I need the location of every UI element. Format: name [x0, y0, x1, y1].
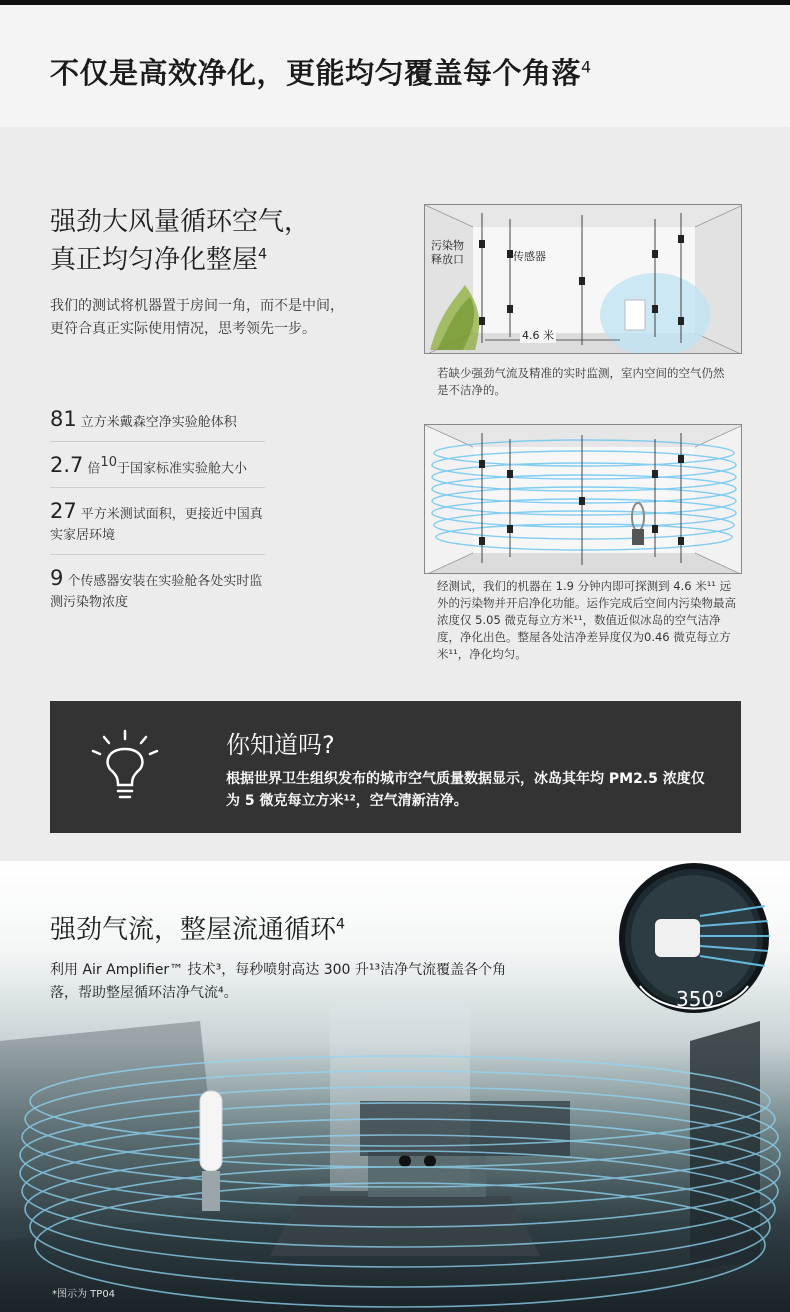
section-description: 我们的测试将机器置于房间一角，而不是中间，更符合真正实际使用情况，思考领先一步。: [50, 298, 344, 337]
airflow-illustration: [425, 425, 742, 574]
diagram-caption: 经测试，我们的机器在 1.9 分钟内即可探测到 4.6 米¹¹ 远外的污染物并开启净化功能。运作完成后空间内污染物最高浓度仅 5.05 微克每立方米¹¹，数值近似冰岛的空气洁净度，净化出色。整屋各处洁净差异度仅为0.46 微克每立方米¹¹，净化均匀。: [437, 579, 736, 661]
pollution-source-label: 污染物 释放口: [431, 239, 464, 266]
stat-item: 81 立方米戴森空净实验舱体积: [50, 403, 265, 442]
lightbulb-icon: [90, 729, 160, 809]
airflow-section: [0, 861, 790, 1312]
sensor-label: 传感器: [513, 250, 546, 263]
tip-body: 根据世界卫生组织发布的城市空气质量数据显示，冰岛其年均 PM2.5 浓度仅为 5 微克每立方米¹²，空气清新洁净。: [226, 771, 705, 809]
tip-title: 你知道吗?: [226, 731, 335, 759]
did-you-know-box: [50, 701, 741, 833]
footnote: *图示为 TP04: [52, 1289, 116, 1300]
distance-label: 4.6 米: [522, 329, 554, 342]
section-description: 利用 Air Amplifier™ 技术³，每秒喷射高达 300 升¹³洁净气流覆盖各个角落，帮助整屋循环洁净气流⁴。: [50, 962, 507, 1001]
room-illustration: [425, 205, 742, 354]
diagram-caption: 若缺少强劲气流及精准的实时监测，室内空间的空气仍然是不洁净的。: [437, 366, 725, 397]
stats-list: [50, 403, 265, 628]
room-diagram-after: [424, 424, 742, 574]
section-title: 强劲大风量循环空气， 真正均匀净化整屋$^4$: [50, 207, 311, 275]
room-diagram-before: [424, 204, 742, 354]
stat-item: 27 平方米测试面积，更接近中国真实家居环境: [50, 495, 265, 555]
page-header: [0, 5, 790, 127]
stat-item: 2.7 倍$^{10}$于国家标准实验舱大小: [50, 449, 265, 488]
section-title: 强劲气流，整屋流通循环$^4$: [50, 915, 346, 945]
rotation-badge-label: 350°: [676, 987, 725, 1011]
stat-item: 9 个传感器安装在实验舱各处实时监测污染物浓度: [50, 566, 263, 611]
page-title: 不仅是高效净化，更能均匀覆盖每个角落$^4$: [50, 56, 592, 90]
coverage-section: [0, 127, 790, 861]
